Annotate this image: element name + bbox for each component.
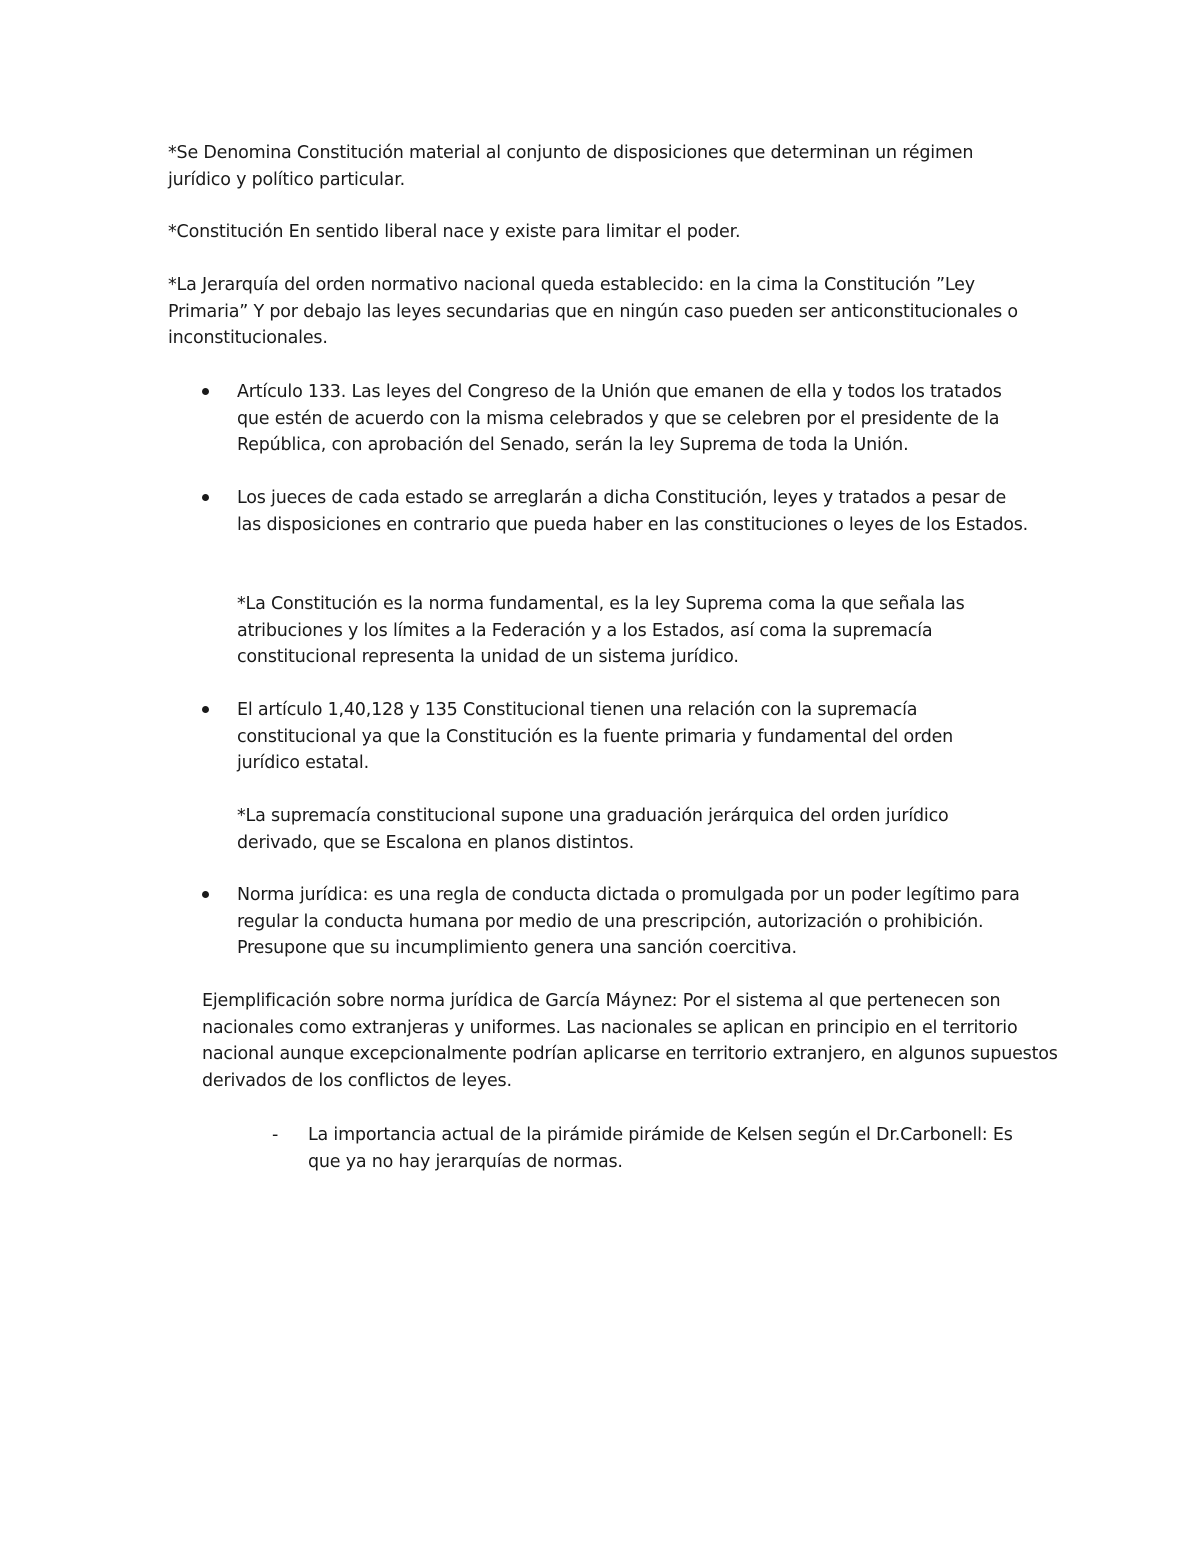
bullet-item-articulo-133: Artículo 133. Las leyes del Congreso de la Unión que emanen de ella y todos los tratados que estén de acuerdo con la misma celebrados y que se celebren por el presidente de la República, con aprobación del Senado, serán la ley Suprema de toda la Unión. [237,382,1002,455]
bullet-item-articulos-constitucionales: El artículo 1,40,128 y 135 Constitucional tienen una relación con la supremacía constitucional ya que la Constitución es la fuente primaria y fundamental del orden jurídico estatal. [237,700,954,773]
bullet-icon [202,891,209,898]
indented-paragraph-norma-fundamental: *La Constitución es la norma fundamental, es la ley Suprema coma la que señala las atribuciones y los límites a la Federación y a los Estados, así coma la supremacía constitucional representa la unidad de un sistema jurídico. [237,594,965,667]
indented-paragraph-supremacia: *La supremacía constitucional supone una graduación jerárquica del orden jurídico derivado, que se Escalona en planos distintos. [237,806,949,853]
paragraph-constitucion-liberal: *Constitución En sentido liberal nace y existe para limitar el poder. [168,222,741,242]
paragraph-jerarquia: *La Jerarquía del orden normativo nacional queda establecido: en la cima la Constitución ”Ley Primaria” Y por debajo las leyes secundarias que en ningún caso pueden ser anticonstitucionales o inconstitucionales. [168,275,1018,348]
bullet-item-jueces: Los jueces de cada estado se arreglarán a dicha Constitución, leyes y tratados a pesar de las disposiciones en contrario que pueda haber en las constituciones o leyes de los Estados. [237,488,1029,535]
bullet-icon [202,494,209,501]
dash-marker: - [272,1125,279,1145]
paragraph-constitucion-material: *Se Denomina Constitución material al conjunto de disposiciones que determinan un régimen jurídico y político particular. [168,143,974,190]
bullet-icon [202,706,209,713]
paragraph-ejemplificacion: Ejemplificación sobre norma jurídica de García Máynez: Por el sistema al que pertenecen son nacionales como extranjeras y uniformes. Las nacionales se aplican en principio en el territorio nacional aunque excepcionalmente podrían aplicarse en territorio extranjero, en algunos supuestos derivados de los conflictos de leyes. [202,991,1058,1091]
dash-item-kelsen: La importancia actual de la pirámide pirámide de Kelsen según el Dr.Carbonell: Es que ya no hay jerarquías de normas. [308,1125,1013,1172]
bullet-item-norma-juridica: Norma jurídica: es una regla de conducta dictada o promulgada por un poder legítimo para regular la conducta humana por medio de una prescripción, autorización o prohibición. Presupone que su incumplimiento genera una sanción coercitiva. [237,885,1020,958]
bullet-icon [202,388,209,395]
